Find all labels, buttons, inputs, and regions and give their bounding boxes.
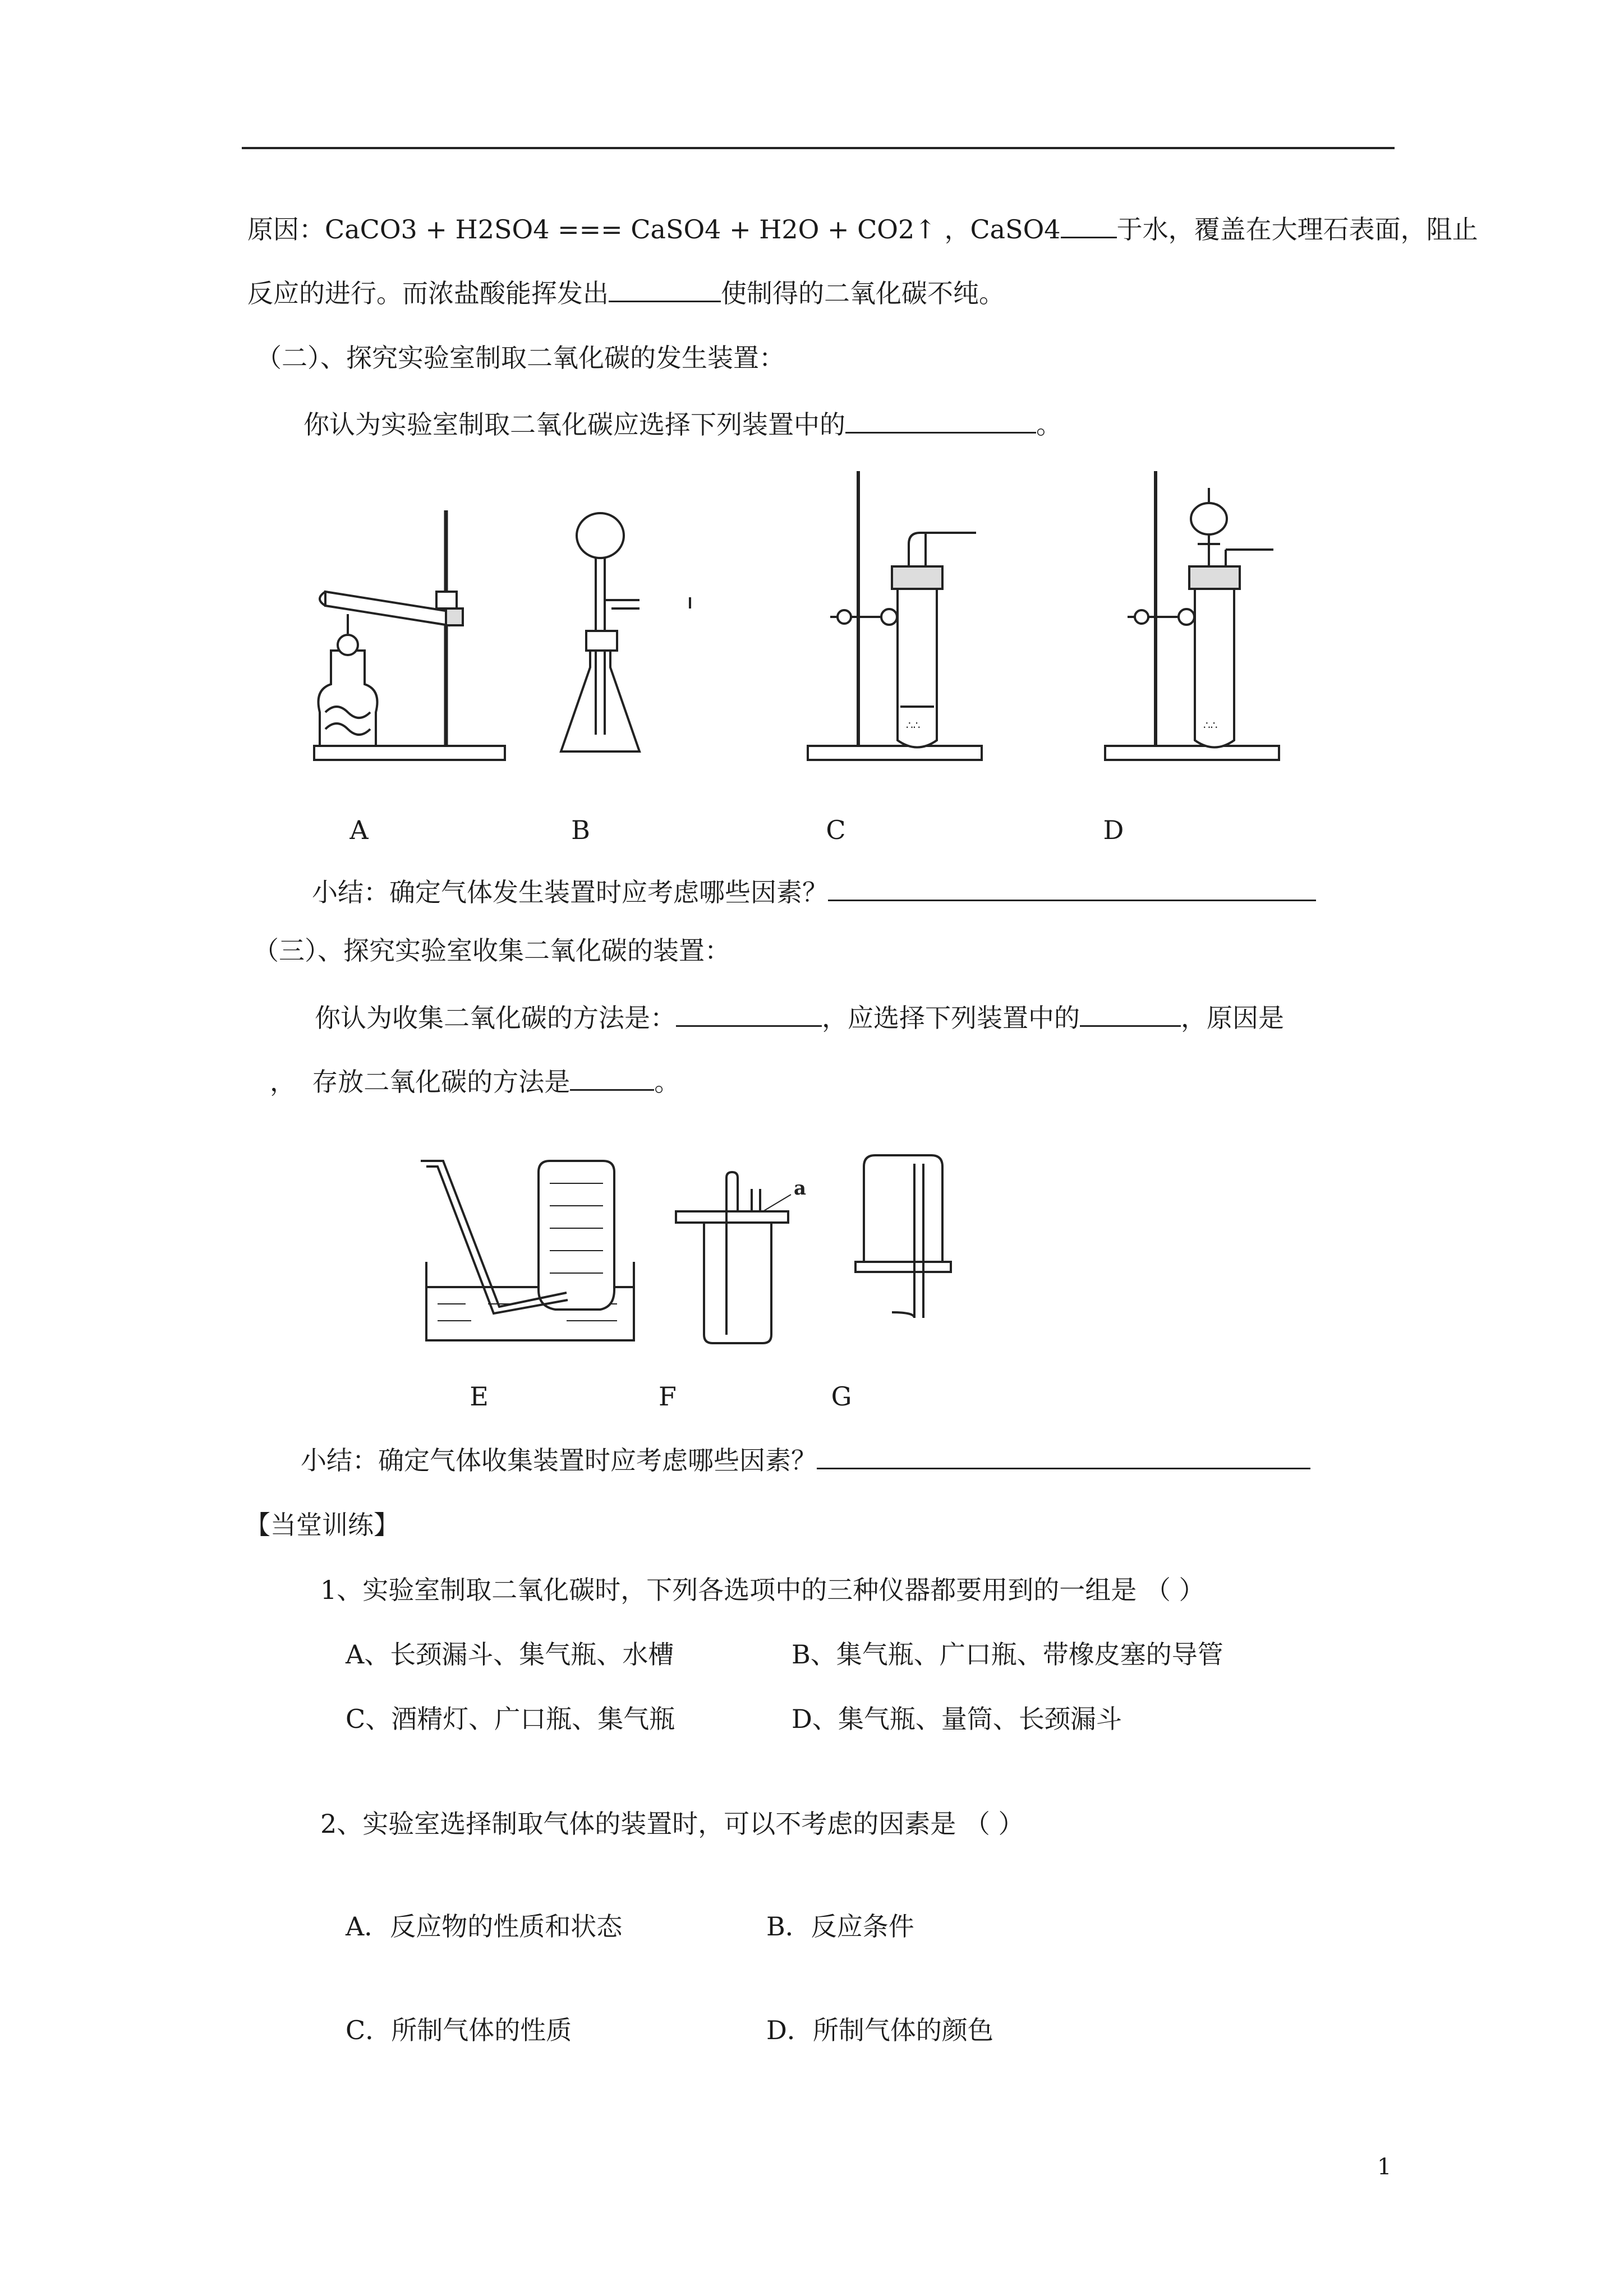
question-generation-device <box>303 407 1062 441</box>
apparatus-g-figure <box>847 1150 959 1318</box>
q2-stem: 2、实验室选择制取气体的装置时，可以不考虑的因素是 （ ） <box>320 1809 1024 1839</box>
apparatus-c-figure <box>797 465 987 774</box>
label-B: B <box>571 815 590 845</box>
question-gen-end: 。 <box>1036 409 1062 440</box>
question-col-end: ，原因是 <box>1181 1003 1284 1033</box>
q2-option-c[interactable]: C．所制气体的性质 <box>346 2015 572 2045</box>
blank-storage-method[interactable] <box>570 1064 654 1091</box>
q2-option-b[interactable]: B．反应条件 <box>766 1911 914 1942</box>
question-col-mid: ，应选择下列装置中的 <box>822 1003 1080 1033</box>
blank-summary-generation[interactable] <box>828 875 1316 901</box>
question-collection-method <box>315 1001 1284 1035</box>
question-storage <box>270 1064 680 1099</box>
summary-collection-text: 小结：确定气体收集装置时应考虑哪些因素？ <box>301 1445 817 1476</box>
apparatus-e-figure <box>415 1150 640 1352</box>
svg-text:∴∴: ∴∴ <box>906 718 921 732</box>
question-col-text: 你认为收集二氧化碳的方法是： <box>315 1003 676 1033</box>
blank-generation-device[interactable] <box>845 407 1036 434</box>
apparatus-a-figure <box>309 499 522 774</box>
q1-option-a[interactable]: A、长颈漏斗、集气瓶、水槽 <box>346 1639 674 1670</box>
summary-generation-text: 小结：确定气体发生装置时应考虑哪些因素？ <box>312 877 828 907</box>
reason-text: 原因：CaCO3 + H2SO4 === CaSO4 + H2O + CO2↑ ，CaSO4 <box>247 214 1061 245</box>
summary-collection <box>301 1443 1310 1477</box>
label-D: D <box>1103 815 1124 845</box>
svg-text:∴∴: ∴∴ <box>1203 718 1218 732</box>
q1-option-c[interactable]: C、酒精灯、广口瓶、集气瓶 <box>346 1704 675 1734</box>
question-storage-text: 存放二氧化碳的方法是 <box>312 1067 571 1097</box>
q1-option-d[interactable]: D、集气瓶、量筒、长颈漏斗 <box>792 1704 1122 1734</box>
q2-option-a[interactable]: A．反应物的性质和状态 <box>346 1911 623 1942</box>
label-F: F <box>659 1381 677 1412</box>
blank-collection-device[interactable] <box>1080 1001 1181 1027</box>
q1-option-b[interactable]: B、集气瓶、广口瓶、带橡皮塞的导管 <box>792 1639 1223 1670</box>
question-storage-end: 。 <box>654 1067 680 1097</box>
label-A: A <box>349 815 369 845</box>
marker-a: a <box>794 1177 807 1200</box>
apparatus-b-figure <box>555 505 707 768</box>
practice-heading: 【当堂训练】 <box>245 1510 399 1540</box>
reason-line-2 <box>247 276 1005 310</box>
page-number: 1 <box>1377 2154 1392 2180</box>
header-rule <box>242 147 1395 149</box>
blank-summary-collection[interactable] <box>817 1443 1310 1469</box>
label-G: G <box>831 1381 852 1412</box>
blank-collection-method[interactable] <box>676 1001 822 1027</box>
label-C: C <box>826 815 846 845</box>
reason-text-end: 于水，覆盖在大理石表面，阻止 <box>1116 214 1478 245</box>
reason-line <box>247 212 1478 246</box>
question-storage-lead: ， <box>270 1067 296 1097</box>
apparatus-f-figure <box>670 1167 822 1352</box>
label-E: E <box>470 1381 489 1412</box>
q2-option-d[interactable]: D．所制气体的颜色 <box>766 2015 993 2045</box>
section-heading-collection: （三）、探究实验室收集二氧化碳的装置： <box>253 935 730 966</box>
q1-stem: 1、实验室制取二氧化碳时，下列各选项中的三种仪器都要用到的一组是 （ ） <box>320 1575 1205 1605</box>
blank-solubility[interactable] <box>1061 212 1117 238</box>
apparatus-d-figure <box>1094 465 1285 774</box>
section-heading-generation: （二）、探究实验室制取二氧化碳的发生装置： <box>256 343 785 373</box>
question-gen-text: 你认为实验室制取二氧化碳应选择下列装置中的 <box>303 409 845 440</box>
reason2-text-end: 使制得的二氧化碳不纯。 <box>721 278 1005 308</box>
reason2-text: 反应的进行。而浓盐酸能挥发出 <box>247 278 609 308</box>
blank-volatile-gas[interactable] <box>609 276 721 302</box>
summary-generation <box>312 875 1316 909</box>
